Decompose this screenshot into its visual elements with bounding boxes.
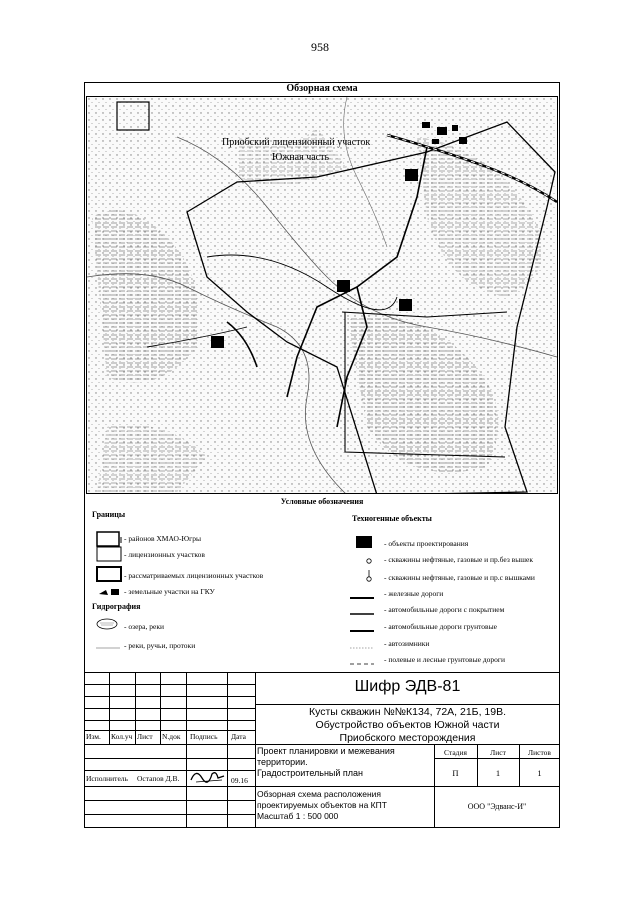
license-area-label: Приобский лицензионный участок xyxy=(222,137,371,148)
legend-label: - автомобильные дороги с покрытием xyxy=(384,605,505,614)
lake-icon xyxy=(96,617,124,636)
borders-heading: Границы xyxy=(92,510,126,519)
legend-label: - полевые и лесные грунтовые дороги xyxy=(384,655,505,664)
sheets-header: Листов xyxy=(528,748,551,757)
header-izm: Изм. xyxy=(86,732,101,741)
title-block xyxy=(84,672,560,828)
paved-road-icon xyxy=(350,605,378,623)
license-part-label: Южная часть xyxy=(272,152,330,163)
field-road-icon xyxy=(350,655,378,673)
legend-label: - железные дороги xyxy=(384,589,444,598)
header-list: Лист xyxy=(137,732,153,741)
dirt-road-icon xyxy=(350,622,378,640)
design-object-marker xyxy=(405,169,418,181)
drawing-line-2: проектируемых объектов на КПТ xyxy=(257,800,387,810)
legend-label: - скважины нефтяные, газовые и пр.без вышек xyxy=(384,555,533,564)
header-podpis: Подпись xyxy=(190,732,218,741)
license-area-icon xyxy=(96,546,124,567)
design-object-marker xyxy=(399,299,412,311)
doc-title-line-3: Градостроительный план xyxy=(257,768,364,778)
page-number: 958 xyxy=(311,40,329,54)
project-name xyxy=(255,706,560,745)
legend-label: - объекты проектирования xyxy=(384,539,469,548)
header-data: Дата xyxy=(231,732,246,741)
legend-label: - озера, реки xyxy=(124,622,164,631)
tech-heading: Техногенные объекты xyxy=(352,514,432,523)
sheets-value: 1 xyxy=(537,768,542,778)
legend-label: - рассматриваемых лицензионных участков xyxy=(124,571,264,580)
sheet-value: 1 xyxy=(495,768,501,778)
design-object-icon xyxy=(354,535,376,554)
legend-label: - лицензионных участков xyxy=(124,550,205,559)
stage-header: Стадия xyxy=(444,748,467,757)
doc-title-line-2: территории. xyxy=(257,757,308,767)
executor-name: Остапов Д.В. xyxy=(137,774,180,783)
stream-icon xyxy=(96,640,124,658)
legend-label: - скважины нефтяные, газовые и пр.с вышками xyxy=(384,573,535,582)
company-name: ООО "Эдванс-И" xyxy=(467,802,527,811)
sheet-header: Лист xyxy=(490,748,506,757)
well-tower-icon xyxy=(364,569,374,588)
drawing-line-1: Обзорная схема расположения xyxy=(257,789,381,799)
drawing-name xyxy=(257,789,387,822)
legend-label: - реки, ручьи, протоки xyxy=(124,641,196,650)
executor-date: 09.16 xyxy=(231,776,248,785)
stage-value: П xyxy=(452,768,459,778)
project-line-3: Приобского месторождения xyxy=(339,732,476,744)
legend-label: - районов ХМАО-Югры xyxy=(124,534,202,543)
legend-label: - земельные участки на ГКУ xyxy=(124,587,215,596)
document-title xyxy=(257,746,395,779)
document-code: Шифр ЭДВ-81 xyxy=(354,678,461,695)
doc-title-line-1: Проект планировки и межевания xyxy=(257,746,395,756)
considered-license-area-icon xyxy=(96,566,124,587)
header-n-dok: N.док xyxy=(162,732,181,741)
land-plot-icon xyxy=(96,585,124,603)
hydro-heading: Гидрография xyxy=(92,602,141,611)
legend-title: Условные обозначения xyxy=(280,497,364,506)
overview-map xyxy=(86,96,558,494)
design-object-marker xyxy=(337,280,350,292)
executor-role: Исполнитель xyxy=(86,774,128,783)
design-object-marker xyxy=(211,336,224,348)
drawing-scale: Масштаб 1 : 500 000 xyxy=(257,811,339,821)
project-line-1: Кусты скважин №№К134, 72А, 21Б, 19В. xyxy=(308,706,507,718)
header-kol-uch: Кол.уч xyxy=(111,732,133,741)
legend-label: - автомобильные дороги грунтовые xyxy=(384,622,497,631)
legend-label: - автозимники xyxy=(384,639,430,648)
project-line-2: Обустройство объектов Южной части xyxy=(315,719,500,731)
signature-image xyxy=(188,766,228,791)
map-title: Обзорная схема xyxy=(286,83,358,94)
